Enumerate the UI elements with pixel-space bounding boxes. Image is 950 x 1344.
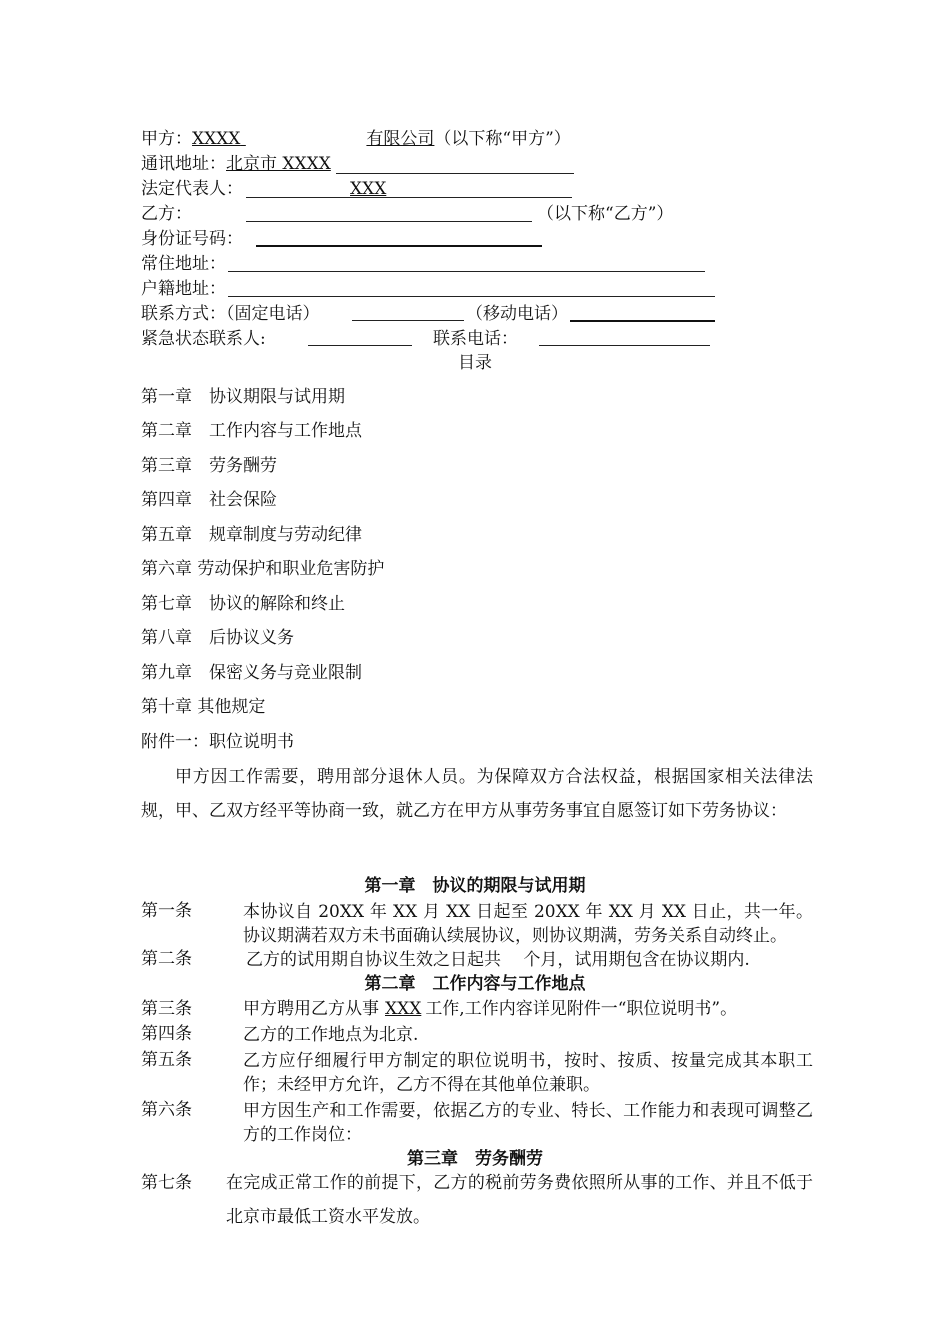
household-underline: [228, 296, 715, 297]
article-7-label: 第七条: [141, 1173, 192, 1193]
toc-item[interactable]: 第一章 协议期限与试用期: [141, 387, 345, 407]
contact-label: 联系方式：（固定电话）: [141, 304, 320, 324]
party-a-line: [141, 128, 571, 150]
emergency-phone-label: 联系电话：: [433, 329, 518, 349]
toc-item[interactable]: 第六章 劳动保护和职业危害防护: [141, 559, 385, 579]
article-3-label: 第三条: [141, 999, 192, 1019]
mobile-label: （移动电话）: [466, 304, 568, 324]
party-a-suffix: （以下称“甲方”）: [434, 129, 571, 149]
emergency-underline: [308, 345, 412, 346]
toc-item[interactable]: 第九章 保密义务与竞业限制: [141, 663, 362, 683]
legal-rep-underline: [246, 197, 572, 198]
mobile-underline: [570, 320, 715, 322]
legal-rep-label: 法定代表人：: [141, 179, 243, 199]
emergency-phone-underline: [539, 345, 710, 346]
article-1-label: 第一条: [141, 901, 192, 921]
emergency-label: 紧急状态联系人:: [141, 329, 266, 349]
party-a-blank: [240, 128, 366, 150]
address-value: 北京市 XXXX: [226, 154, 331, 174]
party-b-underline: [246, 221, 532, 222]
article-5-label: 第五条: [141, 1050, 192, 1070]
chapter-3-heading: 第三章 劳务酬劳: [407, 1149, 543, 1169]
toc-item[interactable]: 第二章 工作内容与工作地点: [141, 421, 362, 441]
article-3-pre: 甲方聘用乙方从事: [243, 999, 379, 1019]
address-line: [141, 153, 331, 175]
household-label: 户籍地址：: [141, 279, 226, 299]
toc-item[interactable]: 第三章 劳务酬劳: [141, 456, 277, 476]
article-3-job: XXX: [385, 999, 422, 1019]
article-4-label: 第四条: [141, 1024, 192, 1044]
article-1-text: 本协议自 20XX 年 XX 月 XX 日起至 20XX 年 XX 月 XX 日止，共一年。协议期满若双方未书面确认续展协议，则协议期满，劳务关系自动终止。: [243, 902, 813, 946]
id-underline: [256, 245, 542, 247]
id-label: 身份证号码：: [141, 229, 243, 249]
article-3-post: 工作,工作内容详见附件一“职位说明书”。: [425, 999, 738, 1019]
legal-rep-line: [141, 178, 243, 200]
party-b-suffix: （以下称“乙方”）: [537, 204, 674, 224]
chapter-1-heading: 第一章 协议的期限与试用期: [364, 876, 586, 896]
address-underline: [336, 173, 574, 174]
article-6-label: 第六条: [141, 1100, 192, 1120]
article-2-label: 第二条: [141, 949, 192, 969]
article-2-text: 乙方的试用期自协议生效之日起共 个月，试用期包含在协议期内.: [246, 950, 750, 970]
intro-paragraph: 甲方因工作需要，聘用部分退休人员。为保障双方合法权益，根据国家相关法律法规，甲、乙双方经平等协商一致，就乙方在甲方从事劳务事宜自愿签订如下劳务协议：: [141, 767, 813, 821]
party-a-name: XXXX: [192, 129, 241, 149]
party-a-label: 甲方：: [141, 129, 192, 149]
toc-item[interactable]: 第八章 后协议义务: [141, 628, 294, 648]
legal-rep-value: XXX: [350, 179, 387, 199]
article-4-text: 乙方的工作地点为北京.: [243, 1025, 419, 1045]
address-label: 通讯地址：: [141, 154, 226, 174]
toc-item[interactable]: 第十章 其他规定: [141, 697, 266, 717]
article-3-text: [243, 998, 737, 1020]
toc-item[interactable]: 第七章 协议的解除和终止: [141, 594, 345, 614]
toc-item[interactable]: 第五章 规章制度与劳动纪律: [141, 525, 362, 545]
chapter-2-heading: 第二章 工作内容与工作地点: [364, 974, 586, 994]
toc-item[interactable]: 附件一：职位说明书: [141, 732, 294, 752]
residence-underline: [228, 271, 705, 272]
toc-item[interactable]: 第四章 社会保险: [141, 490, 277, 510]
toc-title: 目录: [458, 353, 492, 373]
landline-underline: [352, 320, 464, 321]
party-b-label: 乙方：: [141, 204, 192, 224]
article-6-text: 甲方因生产和工作需要，依据乙方的专业、特长、工作能力和表现可调整乙方的工作岗位：: [243, 1101, 813, 1145]
article-5-text: 乙方应仔细履行甲方制定的职位说明书，按时、按质、按量完成其本职工作；未经甲方允许，乙方不得在其他单位兼职。: [243, 1051, 813, 1095]
party-a-company: 有限公司: [366, 129, 435, 149]
residence-label: 常住地址：: [141, 254, 226, 274]
article-7-text: 在完成正常工作的前提下，乙方的税前劳务费依照所从事的工作、并且不低于北京市最低工资水平发放。: [226, 1173, 813, 1227]
